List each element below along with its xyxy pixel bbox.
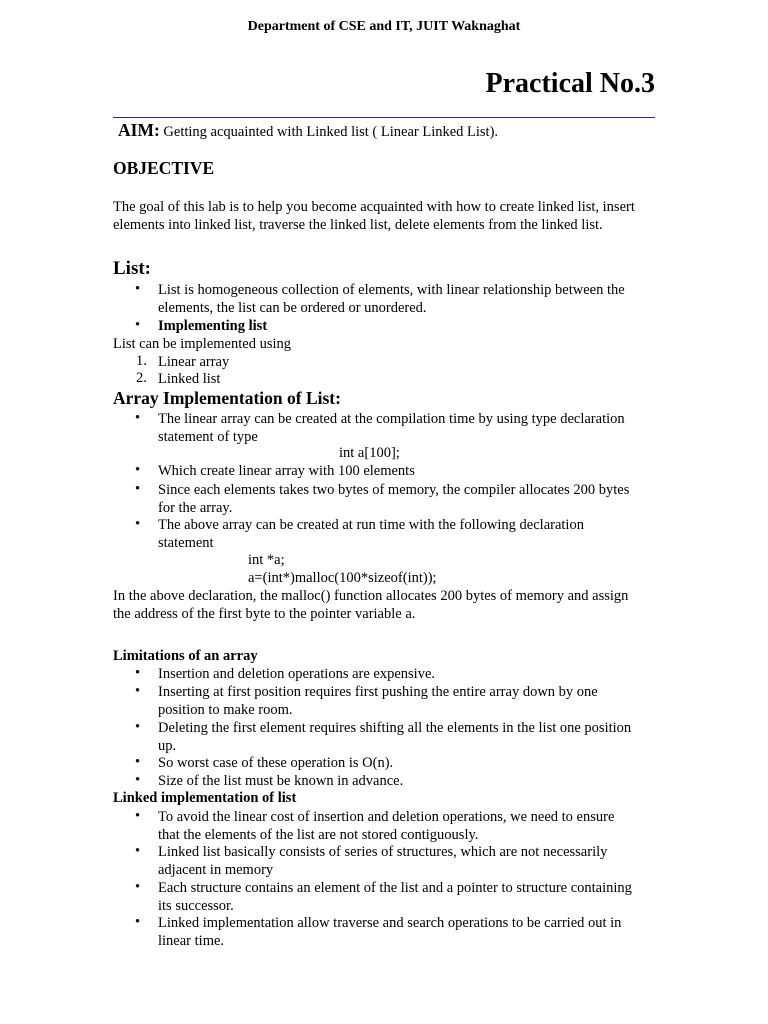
bullet-icon: • (135, 462, 141, 478)
list-item: Size of the list must be known in advance. (158, 773, 404, 789)
objective-line: elements into linked list, traverse the linked list, delete elements from the linked list. (113, 217, 603, 233)
list-item: elements, the list can be ordered or unordered. (158, 300, 427, 316)
list-item: linear time. (158, 933, 225, 949)
code-line: int a[100]; (339, 445, 400, 461)
bullet-icon: • (135, 481, 141, 497)
list-number: 2. (136, 370, 147, 386)
list-item: List is homogeneous collection of elements, with linear relationship between the (158, 282, 625, 298)
bullet-icon: • (135, 843, 141, 859)
list-item: Which create linear array with 100 elements (158, 463, 415, 479)
list-item: for the array. (158, 500, 233, 516)
list-item: Since each elements takes two bytes of memory, the compiler allocates 200 bytes (158, 482, 630, 498)
code-line: int *a; (248, 552, 285, 568)
list-item: The above array can be created at run time with the following declaration (158, 517, 584, 533)
list-item: Linked list basically consists of series of structures, which are not necessarily (158, 844, 608, 860)
bullet-icon: • (135, 410, 141, 426)
paragraph: In the above declaration, the malloc() function allocates 200 bytes of memory and assign (113, 588, 629, 604)
list-item: statement of type (158, 429, 258, 445)
list-heading: List: (113, 258, 151, 279)
page-header: Department of CSE and IT, JUIT Waknaghat (247, 19, 521, 34)
title-divider (113, 117, 655, 118)
list-item: position to make room. (158, 702, 293, 718)
paragraph: List can be implemented using (113, 336, 291, 352)
linked-heading: Linked implementation of list (113, 790, 297, 806)
list-item: up. (158, 738, 177, 754)
list-item: To avoid the linear cost of insertion and deletion operations, we need to ensure (158, 809, 615, 825)
bullet-icon: • (135, 754, 141, 770)
bullet-icon: • (135, 808, 141, 824)
list-item: Linear array (158, 354, 230, 370)
aim-line (118, 120, 498, 141)
bullet-icon: • (135, 683, 141, 699)
aim-text: Getting acquainted with Linked list ( Linear Linked List). (163, 124, 499, 140)
objective-heading: OBJECTIVE (113, 158, 215, 178)
bullet-icon: • (135, 665, 141, 681)
bullet-icon: • (135, 879, 141, 895)
list-item: statement (158, 535, 214, 551)
list-number: 1. (136, 353, 147, 369)
list-item: The linear array can be created at the compilation time by using type declaration (158, 411, 625, 427)
aim-label: AIM: (118, 120, 160, 140)
paragraph: the address of the first byte to the pointer variable a. (113, 606, 416, 622)
bullet-icon: • (135, 772, 141, 788)
code-line: a=(int*)malloc(100*sizeof(int)); (248, 570, 437, 586)
list-item: Linked list (158, 371, 221, 387)
bullet-icon: • (135, 281, 141, 297)
list-item: its successor. (158, 898, 234, 914)
limitations-heading: Limitations of an array (113, 648, 258, 664)
bullet-icon: • (135, 516, 141, 532)
list-item: Linked implementation allow traverse and search operations to be carried out in (158, 915, 622, 931)
list-item: So worst case of these operation is O(n). (158, 755, 394, 771)
bullet-icon: • (135, 914, 141, 930)
list-item: adjacent in memory (158, 862, 274, 878)
bullet-icon: • (135, 719, 141, 735)
bullet-icon: • (135, 317, 141, 333)
list-item: Insertion and deletion operations are expensive. (158, 666, 436, 682)
list-item: Implementing list (158, 318, 268, 334)
page-title: Practical No.3 (485, 68, 655, 99)
list-item: that the elements of the list are not stored contiguously. (158, 827, 479, 843)
list-item: Deleting the first element requires shifting all the elements in the list one position (158, 720, 632, 736)
list-item: Each structure contains an element of the list and a pointer to structure containing (158, 880, 632, 896)
list-item: Inserting at first position requires first pushing the entire array down by one (158, 684, 598, 700)
objective-line: The goal of this lab is to help you become acquainted with how to create linked list, insert (113, 199, 635, 215)
array-heading: Array Implementation of List: (113, 388, 341, 408)
